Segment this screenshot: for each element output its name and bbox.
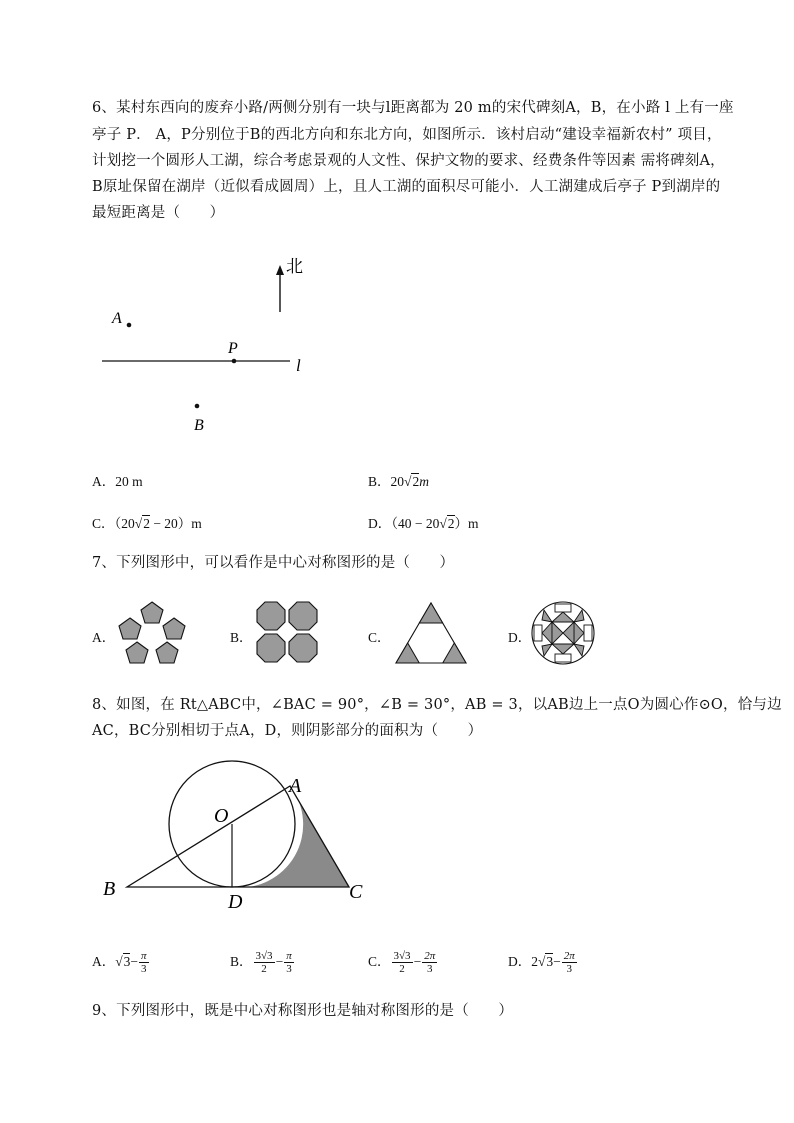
triangle-corner-top: [419, 603, 442, 623]
octagon-top-right: [289, 602, 317, 630]
pentagon-right: [163, 618, 185, 639]
q6-line-2: 亭子 P． A，P分别位于B的西北方向和东北方向，如图所示．该村启动“建设幸福新农村” 项目，: [92, 127, 722, 143]
q7-option-b-figure[interactable]: [255, 600, 321, 666]
pentagon-top: [141, 602, 163, 623]
point-A: [127, 323, 132, 328]
q7-option-d-label[interactable]: D．: [508, 630, 532, 645]
q6-line-4: B原址保留在湖岸（近似看成圆周）上，且人工湖的面积尽可能小．人工湖建成后亭子 P到湖岸的: [92, 179, 721, 195]
pentagon-left: [119, 618, 141, 639]
q6-option-a[interactable]: A．20 m: [92, 474, 143, 489]
q7-option-d-figure[interactable]: [530, 600, 596, 666]
q6-option-b[interactable]: B．20√2m: [368, 474, 429, 489]
octagon-top-left: [257, 602, 285, 630]
q7-option-b-label[interactable]: B．: [230, 630, 253, 645]
north-arrowhead: [276, 265, 284, 275]
q6-line-1: 6、某村东西向的废弃小路/两侧分别有一块与l距离都为 20 m的宋代碑刻A，B，在小路 l 上有一座: [92, 100, 734, 116]
q8-line-2: AC，BC分别相切于点A，D，则阴影部分的面积为（ ）: [92, 723, 483, 739]
q6-figure: [90, 245, 330, 445]
pentagon-bottom-right: [156, 642, 178, 663]
label-A: A: [112, 310, 122, 327]
q8-option-a[interactable]: A．√3− $\frac{\pi}{3}$: [92, 950, 147, 976]
q6-option-d[interactable]: D．（40 − 20√2）m: [368, 516, 479, 531]
q7-option-c-label[interactable]: C．: [368, 630, 391, 645]
label-B: B: [194, 417, 204, 434]
label-P: P: [228, 340, 238, 357]
q8-line-1: 8、如图，在 Rt△ABC中，∠BAC = 90°，∠B = 30°，AB = 3，以AB边上一点O为圆心作⊙O，恰与边: [92, 697, 782, 713]
pentagon-bottom-left: [126, 642, 148, 663]
q9-stem: 9、下列图形中，既是中心对称图形也是轴对称图形的是（ ）: [92, 1003, 514, 1019]
label-O: O: [214, 805, 229, 827]
q6-option-c[interactable]: C．（20√2 − 20）m: [92, 516, 202, 531]
octagon-bottom-left: [257, 634, 285, 662]
label-A: A: [289, 775, 302, 797]
q7-option-a-label[interactable]: A．: [92, 630, 116, 645]
octagon-bottom-right: [289, 634, 317, 662]
point-B: [195, 404, 200, 409]
q6-line-5: 最短距离是（ ）: [92, 205, 225, 221]
q6-line-3: 计划挖一个圆形人工湖，综合考虑景观的人文性、保护文物的要求、经费条件等因素 需将碑刻A，: [92, 153, 725, 169]
north-label: 北: [286, 257, 303, 277]
label-B: B: [103, 878, 116, 900]
label-D: D: [228, 891, 243, 913]
q8-option-d[interactable]: D．2√3− $\frac{2\pi}{3}$: [508, 950, 575, 976]
q8-option-b[interactable]: B． $\frac{3√3}{2}$ − $\frac{\pi}{3}$: [230, 950, 292, 976]
label-C: C: [349, 881, 363, 903]
point-P: [232, 359, 237, 364]
q7-option-a-figure[interactable]: [114, 598, 190, 668]
q7-option-c-figure[interactable]: [393, 600, 469, 666]
q7-stem: 7、下列图形中，可以看作是中心对称图形的是（ ）: [92, 555, 455, 571]
q8-figure: [95, 760, 385, 920]
q8-option-c[interactable]: C． $\frac{3√3}{2}$ − $\frac{2\pi}{3}$: [368, 950, 436, 976]
label-l: l: [296, 356, 301, 375]
